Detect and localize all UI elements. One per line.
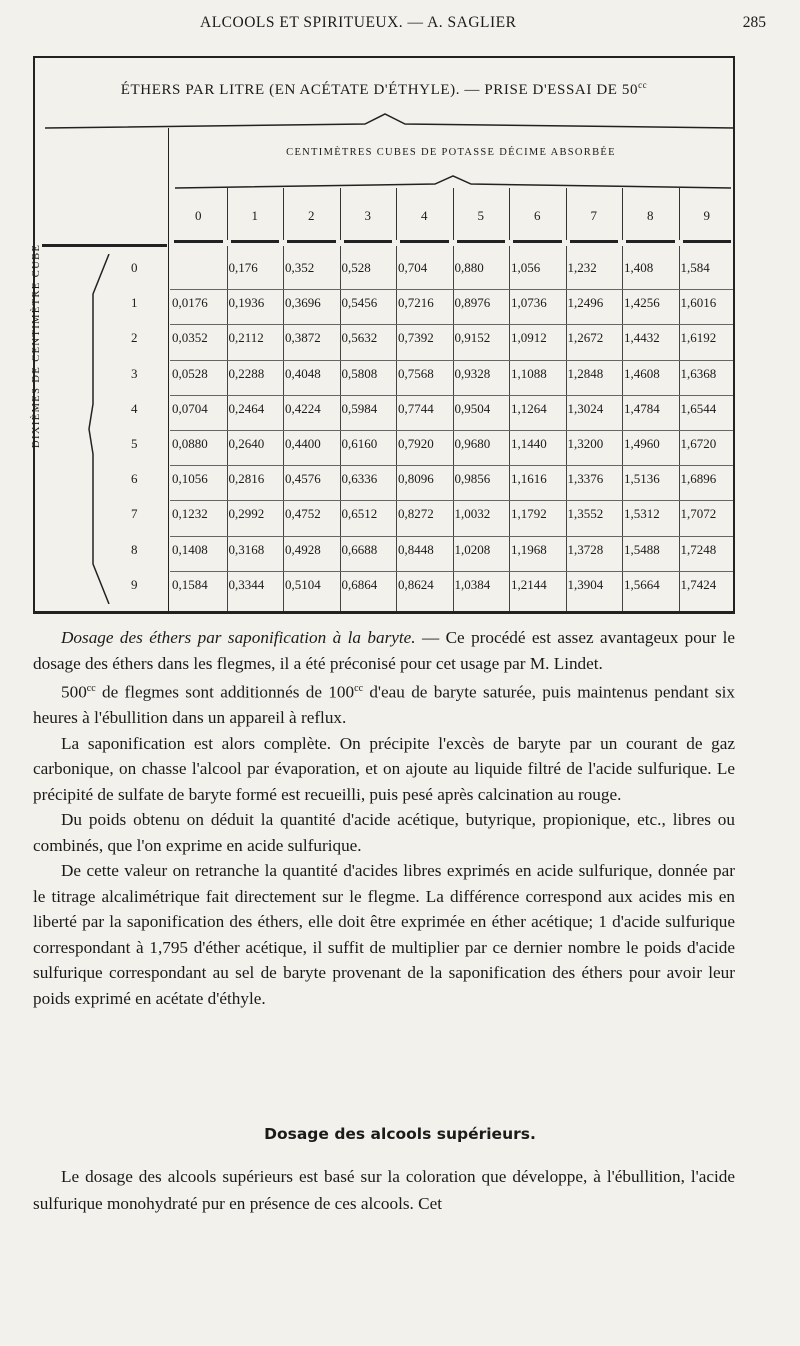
row-line: [170, 571, 733, 572]
table-cell: 1,4960: [624, 436, 660, 451]
row-header: 6: [131, 471, 138, 487]
table-cell: 0,1936: [228, 295, 265, 311]
table-cell: 0,3344: [228, 576, 265, 592]
column-line: [227, 188, 228, 240]
column-line: [283, 188, 284, 240]
table-cell: 1,232: [567, 260, 597, 275]
table-cell: 1,6720: [680, 436, 717, 451]
row-header: 3: [131, 365, 138, 381]
column-rule: [570, 240, 619, 243]
table-cell: 1,0208: [454, 541, 491, 557]
table-cell: 0,704: [398, 260, 428, 275]
row-line: [170, 289, 733, 290]
body-text: [33, 625, 735, 1011]
paragraph: $500^{cc}$ de flegmes sont additionnés de $100^{cc}$ d'eau de baryte saturée, puis maintenus pendant six heures à l'ébullition dans un appareil à reflux.: [33, 682, 736, 728]
column-rule: [513, 240, 562, 243]
table-cell: 0,2816: [228, 471, 265, 487]
row-line: [170, 430, 733, 431]
table-cell: 0,2992: [228, 506, 265, 522]
row-line: [170, 500, 733, 501]
table-cell: 0,4928: [285, 541, 321, 557]
column-rule: [287, 240, 336, 243]
table-cell: 1,5488: [624, 541, 660, 557]
table-cell: 1,0736: [511, 295, 547, 311]
paragraph: Du poids obtenu on déduit la quantité d'acide acétique, butyrique, propionique, etc., libres ou combinés, que l'on exprime en acide sulfurique.: [33, 810, 735, 855]
table-cell: 0,7216: [398, 295, 434, 311]
table-cell: 0,5632: [341, 330, 378, 346]
table-cell: 1,6192: [680, 330, 717, 346]
running-header: [0, 8, 800, 38]
table-cell: 0,1056: [172, 471, 208, 487]
table-cell: 1,4608: [624, 365, 660, 381]
paragraph: La saponification est alors complète. On précipite l'excès de baryte par un courant de gaz carbonique, on chasse l'alcool par évaporation, et on ajoute au liquide filtré de l'acide sulfurique. Le précipité de sulfate de baryte formé est recueilli, puis pesé après calcination au rouge.: [33, 733, 735, 804]
column-divider: [168, 128, 169, 611]
table-cell: 0,4752: [285, 506, 321, 522]
table-cell: 0,8272: [398, 506, 434, 522]
table-title: ÉTHERS PAR LITRE (EN ACÉTATE D'ÉTHYLE). — PRISE D'ESSAI DE $50^{cc}$: [120, 80, 648, 98]
table-cell: 0,1408: [172, 541, 208, 557]
table-cell: 1,0032: [454, 506, 491, 522]
table-cell: 0,3168: [228, 541, 265, 557]
table-cell: 0,2464: [228, 400, 265, 416]
row-line: [170, 395, 733, 396]
row-header: 5: [131, 436, 138, 451]
table-cell: 0,3696: [285, 295, 321, 311]
table-cell: 1,3200: [567, 436, 604, 451]
table-cell: 0,4576: [285, 471, 321, 487]
column-line: [340, 188, 341, 240]
table-cell: 1,1792: [511, 506, 547, 522]
table-cell: 0,0704: [172, 400, 208, 416]
table-cell: 1,1616: [511, 471, 547, 487]
table-cell: 0,6864: [341, 576, 378, 592]
column-rule: [626, 240, 675, 243]
row-header: 1: [131, 295, 138, 311]
column-rule: [344, 240, 393, 243]
table-cell: 1,6016: [680, 295, 717, 311]
section-heading: Dosage des alcools supérieurs.: [264, 1125, 536, 1143]
row-line: [170, 324, 733, 325]
table-cell: 0,6336: [341, 471, 378, 487]
table-cell: 0,176: [228, 260, 258, 275]
table-cell: 0,4048: [285, 365, 321, 381]
table-cell: 1,5312: [624, 506, 660, 522]
row-group-title: DIXIÈMES DE CENTIMÈTRE CUBE: [31, 243, 42, 448]
table-cell: 0,8096: [398, 471, 434, 487]
column-header: 1: [251, 208, 258, 223]
brace-top: [45, 108, 735, 134]
table-cell: 0,5104: [285, 576, 321, 592]
table-cell: 0,7920: [398, 436, 434, 451]
column-header: 5: [477, 208, 484, 223]
column-line: [566, 246, 567, 611]
table-cell: 1,6544: [680, 400, 717, 416]
table-cell: 1,2848: [567, 365, 604, 381]
table-cell: 0,6512: [341, 506, 378, 522]
table-cell: 1,408: [624, 260, 654, 275]
row-header: 0: [131, 260, 138, 275]
table-cell: 1,4256: [624, 295, 660, 311]
column-header: 8: [647, 208, 654, 223]
table-cell: 1,1968: [511, 541, 547, 557]
table-cell: 1,3376: [567, 471, 604, 487]
table-cell: 1,5664: [624, 576, 660, 592]
table-cell: 1,4432: [624, 330, 660, 346]
column-header: 2: [308, 208, 315, 223]
table-cell: 0,4400: [285, 436, 321, 451]
table-cell: 0,2640: [228, 436, 265, 451]
row-header-rule: [42, 244, 167, 247]
table-cell: 1,3024: [567, 400, 604, 416]
table-cell: 0,1232: [172, 506, 208, 522]
table-cell: 1,4784: [624, 400, 660, 416]
table-cell: 0,352: [285, 260, 315, 275]
row-header: 7: [131, 506, 138, 522]
table-cell: 0,8624: [398, 576, 434, 592]
table-cell: 0,2112: [228, 330, 264, 346]
row-line: [170, 536, 733, 537]
table-cell: 1,584: [680, 260, 710, 275]
table-cell: 1,0912: [511, 330, 547, 346]
table-cell: 0,6688: [341, 541, 378, 557]
paragraph: De cette valeur on retranche la quantité d'acides libres exprimés en acide sulfurique, donnée par le titrage alcalimétrique fait directement sur le flegme. La différence correspond aux acides mis en liberté par la saponification des éthers, elle doit être exprimée en éther acétique; 1 d'acide sulfurique correspondant à 1,795 d'éther acétique, il suffit de multiplier par ce dernier nombre le poids d'acide sulfurique correspondant au sel de baryte provenant de la saponification des éthers pour avoir leur poids exprimé en acétate d'éthyle.: [33, 861, 735, 1008]
table-cell: 0,5808: [341, 365, 378, 381]
brace-rows: [87, 254, 117, 604]
table-cell: 1,3552: [567, 506, 604, 522]
table-cell: 0,4224: [285, 400, 321, 416]
table-cell: 0,7568: [398, 365, 434, 381]
column-line: [396, 188, 397, 240]
running-title: ALCOOLS ET SPIRITUEUX. — A. SAGLIER: [200, 14, 517, 31]
table-cell: 1,7248: [680, 541, 717, 557]
table-cell: 0,9504: [454, 400, 491, 416]
table-cell: 0,9680: [454, 436, 491, 451]
column-line: [396, 246, 397, 611]
table-cell: 1,3904: [567, 576, 604, 592]
table-cell: 0,528: [341, 260, 371, 275]
paragraph: Dosage des éthers par saponification à la baryte. — Ce procédé est assez avantageux pour le dosage des éthers dans les flegmes, il a été préconisé pour cet usage par M. Lindet.: [33, 628, 735, 673]
table-cell: 0,5984: [341, 400, 378, 416]
table-cell: 0,2288: [228, 365, 265, 381]
table-cell: 1,056: [511, 260, 541, 275]
table-cell: 1,6896: [680, 471, 717, 487]
column-group-title: CENTIMÈTRES CUBES DE POTASSE DÉCIME ABSORBÉE: [286, 147, 616, 158]
column-line: [453, 188, 454, 240]
table-cell: 1,1440: [511, 436, 547, 451]
table-cell: 1,6368: [680, 365, 717, 381]
table-cell: 1,2496: [567, 295, 604, 311]
table-cell: 0,0176: [172, 295, 208, 311]
column-header: 0: [195, 208, 202, 223]
table-cell: 0,6160: [341, 436, 378, 451]
column-header: 4: [421, 208, 428, 223]
column-rule: [231, 240, 280, 243]
column-header: 3: [364, 208, 371, 223]
table-cell: 0,8976: [454, 295, 491, 311]
table-cell: 0,0528: [172, 365, 208, 381]
column-line: [509, 246, 510, 611]
ethers-table: [33, 56, 735, 614]
table-cell: 1,2672: [567, 330, 604, 346]
column-rule: [683, 240, 732, 243]
column-header: 6: [534, 208, 541, 223]
table-cell: 1,3728: [567, 541, 604, 557]
table-cell: 1,7424: [680, 576, 717, 592]
row-line: [170, 465, 733, 466]
table-cell: 1,1264: [511, 400, 547, 416]
table-cell: 0,8448: [398, 541, 434, 557]
column-rule: [400, 240, 449, 243]
table-cell: 1,2144: [511, 576, 547, 592]
row-line: [170, 360, 733, 361]
column-header: 9: [703, 208, 710, 223]
body-text-last: [33, 1163, 735, 1217]
column-rule: [174, 240, 223, 243]
table-cell: 0,7744: [398, 400, 434, 416]
row-header: 8: [131, 541, 138, 557]
table-cell: 0,9856: [454, 471, 491, 487]
column-line: [622, 246, 623, 611]
table-cell: 0,880: [454, 260, 484, 275]
column-line: [340, 246, 341, 611]
row-header: 4: [131, 400, 138, 416]
column-rule: [457, 240, 506, 243]
page-number: 285: [742, 14, 766, 31]
table-cell: 0,5456: [341, 295, 378, 311]
table-cell: 1,7072: [680, 506, 717, 522]
table-cell: 0,3872: [285, 330, 321, 346]
column-line: [227, 246, 228, 611]
column-line: [453, 246, 454, 611]
column-line: [622, 188, 623, 240]
row-header: 9: [131, 576, 138, 592]
table-cell: 1,0384: [454, 576, 491, 592]
table-cell: 1,1088: [511, 365, 547, 381]
paragraph: Le dosage des alcools supérieurs est basé sur la coloration que développe, à l'ébullition, l'acide sulfurique monohydraté pur en présence de ces alcools. Cet: [33, 1167, 735, 1213]
column-line: [509, 188, 510, 240]
table-cell: 0,0880: [172, 436, 208, 451]
table-cell: 0,1584: [172, 576, 208, 592]
row-header: 2: [131, 330, 138, 346]
table-cell: 0,7392: [398, 330, 434, 346]
table-cell: 1,5136: [624, 471, 660, 487]
table-cell: 0,9328: [454, 365, 491, 381]
column-line: [566, 188, 567, 240]
table-cell: 0,9152: [454, 330, 491, 346]
column-line: [679, 188, 680, 240]
column-line: [283, 246, 284, 611]
column-header: 7: [590, 208, 597, 223]
column-line: [679, 246, 680, 611]
table-cell: 0,0352: [172, 330, 208, 346]
